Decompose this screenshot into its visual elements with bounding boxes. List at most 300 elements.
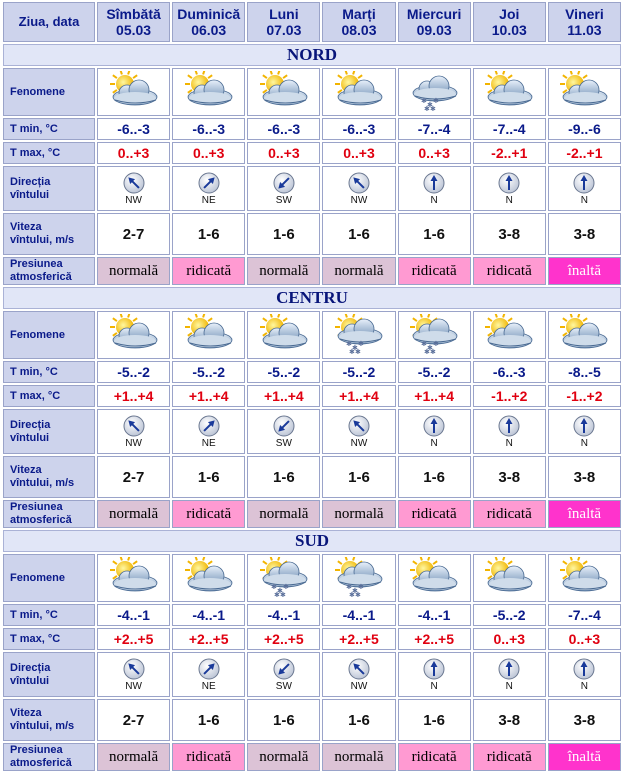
sun-cloud-icon bbox=[399, 557, 470, 599]
wind-direction-text: SW bbox=[275, 437, 292, 449]
svg-text:✱: ✱ bbox=[345, 340, 352, 348]
row-label bbox=[3, 361, 95, 383]
row-label-text: T max, °C bbox=[10, 389, 61, 402]
compass-icon bbox=[98, 658, 169, 680]
wind-direction-text: NW bbox=[350, 680, 368, 692]
wind-direction-cell bbox=[398, 652, 471, 697]
svg-text:✱: ✱ bbox=[282, 583, 289, 591]
svg-text:✱: ✱ bbox=[354, 348, 361, 356]
wind-direction-cell bbox=[398, 409, 471, 454]
sun-cloud-icon bbox=[549, 314, 620, 356]
pressure-cell: înaltă bbox=[548, 257, 621, 285]
sun-cloud-icon bbox=[98, 71, 169, 113]
tmax-cell: -2..+1 bbox=[548, 142, 621, 164]
row-label bbox=[3, 500, 95, 528]
day-name: Duminică bbox=[177, 6, 241, 22]
svg-text:✱: ✱ bbox=[427, 101, 433, 109]
compass-icon bbox=[173, 172, 244, 194]
wind-speed-cell: 1-6 bbox=[172, 213, 245, 255]
tmin-row bbox=[3, 604, 621, 626]
phenomena-cell bbox=[97, 311, 170, 359]
wind-direction-row bbox=[3, 166, 621, 211]
tmin-cell: -7..-4 bbox=[548, 604, 621, 626]
row-label-text: T max, °C bbox=[10, 146, 61, 159]
compass-icon bbox=[173, 658, 244, 680]
compass-icon bbox=[248, 658, 319, 680]
compass-icon bbox=[323, 658, 394, 680]
row-label-text: Direcția bbox=[10, 418, 51, 431]
pressure-cell: ridicată bbox=[473, 257, 546, 285]
row-label-text: vîntului, m/s bbox=[10, 477, 75, 489]
row-label-text: Viteza bbox=[10, 464, 42, 476]
phenomena-cell bbox=[322, 554, 395, 602]
compass-icon bbox=[549, 415, 620, 437]
tmax-cell: +1..+4 bbox=[322, 385, 395, 407]
tmin-cell: -4..-1 bbox=[398, 604, 471, 626]
region-title-row bbox=[3, 530, 621, 552]
wind-direction-text: SW bbox=[275, 194, 292, 206]
wind-direction-cell bbox=[398, 166, 471, 211]
wind-direction-text: N bbox=[580, 680, 589, 692]
tmax-cell: -2..+1 bbox=[473, 142, 546, 164]
row-label bbox=[3, 385, 95, 407]
tmin-cell: -6..-3 bbox=[172, 118, 245, 140]
tmax-cell: 0..+3 bbox=[247, 142, 320, 164]
sun-cloud-icon bbox=[248, 314, 319, 356]
wind-speed-cell: 1-6 bbox=[172, 699, 245, 741]
row-label-text: Viteza bbox=[10, 707, 42, 719]
wind-speed-cell: 1-6 bbox=[247, 213, 320, 255]
svg-text:✱: ✱ bbox=[430, 348, 436, 356]
phenomena-cell bbox=[548, 68, 621, 116]
compass-icon bbox=[248, 415, 319, 437]
day-date: 06.03 bbox=[191, 22, 227, 38]
day-date: 09.03 bbox=[416, 22, 452, 38]
header-row bbox=[3, 2, 621, 42]
svg-text:✱: ✱ bbox=[348, 591, 355, 599]
tmin-row bbox=[3, 118, 621, 140]
phenomena-cell bbox=[172, 311, 245, 359]
tmin-cell: -5..-2 bbox=[322, 361, 395, 383]
tmax-cell: -1..+2 bbox=[473, 385, 546, 407]
svg-text:✱: ✱ bbox=[276, 587, 283, 595]
row-label-text: Fenomene bbox=[10, 328, 66, 341]
phenomena-row bbox=[3, 68, 621, 116]
compass-icon bbox=[474, 415, 545, 437]
wind-direction-text: NW bbox=[350, 194, 368, 206]
wind-speed-cell: 1-6 bbox=[322, 213, 395, 255]
wind-direction-text: NW bbox=[125, 194, 142, 206]
day-name: Vineri bbox=[565, 6, 604, 22]
day-date: 05.03 bbox=[116, 22, 152, 38]
row-label-text: T max, °C bbox=[10, 632, 61, 645]
tmin-cell: -7..-4 bbox=[398, 118, 471, 140]
day-header bbox=[548, 2, 621, 42]
day-header bbox=[247, 2, 320, 42]
tmin-cell: -4..-1 bbox=[247, 604, 320, 626]
wind-speed-cell: 3-8 bbox=[548, 213, 621, 255]
pressure-cell: ridicată bbox=[473, 500, 546, 528]
wind-direction-cell bbox=[172, 652, 245, 697]
tmax-cell: 0..+3 bbox=[398, 142, 471, 164]
tmax-cell: +1..+4 bbox=[97, 385, 170, 407]
wind-speed-cell: 1-6 bbox=[398, 699, 471, 741]
compass-icon bbox=[399, 415, 470, 437]
tmax-row bbox=[3, 628, 621, 650]
wind-direction-cell bbox=[473, 166, 546, 211]
tmin-cell: -5..-2 bbox=[172, 361, 245, 383]
pressure-cell: înaltă bbox=[548, 500, 621, 528]
day-name: Miercuri bbox=[406, 6, 462, 22]
tmin-cell: -4..-1 bbox=[322, 604, 395, 626]
phenomena-cell bbox=[548, 554, 621, 602]
wind-speed-cell: 1-6 bbox=[322, 699, 395, 741]
wind-speed-cell: 2-7 bbox=[97, 456, 170, 498]
pressure-cell: normală bbox=[97, 500, 170, 528]
row-label bbox=[3, 166, 95, 211]
phenomena-cell bbox=[398, 311, 471, 359]
pressure-cell: normală bbox=[97, 257, 170, 285]
wind-direction-text: NW bbox=[125, 680, 142, 692]
tmax-cell: +1..+4 bbox=[247, 385, 320, 407]
sun-cloud-icon bbox=[474, 71, 545, 113]
tmin-cell: -9..-6 bbox=[548, 118, 621, 140]
tmax-cell: +2..+5 bbox=[398, 628, 471, 650]
svg-text:✱: ✱ bbox=[357, 583, 364, 591]
sun-cloud-icon bbox=[474, 314, 545, 356]
compass-icon bbox=[98, 172, 169, 194]
tmin-row bbox=[3, 361, 621, 383]
row-label-text: vîntului, m/s bbox=[10, 720, 75, 732]
tmin-cell: -5..-2 bbox=[97, 361, 170, 383]
svg-text:✱: ✱ bbox=[427, 344, 433, 352]
region-title-row bbox=[3, 44, 621, 66]
pressure-row bbox=[3, 500, 621, 528]
tmax-cell: 0..+3 bbox=[172, 142, 245, 164]
phenomena-cell bbox=[97, 554, 170, 602]
sun-cloud-snow-icon bbox=[399, 314, 470, 356]
pressure-cell: normală bbox=[247, 257, 320, 285]
wind-direction-text: N bbox=[580, 194, 589, 206]
day-name: Luni bbox=[269, 6, 299, 22]
wind-direction-text: N bbox=[505, 680, 513, 692]
svg-text:✱: ✱ bbox=[273, 591, 280, 599]
pressure-cell: ridicată bbox=[172, 743, 245, 771]
wind-speed-cell: 1-6 bbox=[172, 456, 245, 498]
wind-direction-text: N bbox=[505, 194, 513, 206]
sun-cloud-icon bbox=[173, 557, 244, 599]
region-title: CENTRU bbox=[3, 287, 621, 309]
pressure-cell: normală bbox=[322, 743, 395, 771]
phenomena-cell bbox=[172, 68, 245, 116]
sun-cloud-icon bbox=[474, 557, 545, 599]
row-label bbox=[3, 213, 95, 255]
forecast-body bbox=[3, 2, 621, 771]
svg-text:✱: ✱ bbox=[421, 340, 427, 348]
wind-direction-cell bbox=[172, 166, 245, 211]
row-label-text: vîntului, m/s bbox=[10, 234, 75, 246]
row-label-text: Direcția bbox=[10, 175, 51, 188]
wind-direction-text: N bbox=[430, 194, 438, 206]
forecast-table bbox=[1, 0, 623, 773]
pressure-cell: ridicată bbox=[398, 500, 471, 528]
svg-text:✱: ✱ bbox=[348, 348, 355, 356]
wind-direction-cell bbox=[97, 166, 170, 211]
svg-text:✱: ✱ bbox=[351, 344, 358, 352]
row-label-text: Viteza bbox=[10, 221, 42, 233]
wind-speed-cell: 1-6 bbox=[398, 213, 471, 255]
row-label bbox=[3, 311, 95, 359]
sun-cloud-snow-icon bbox=[248, 557, 319, 599]
row-label-text: Fenomene bbox=[10, 571, 66, 584]
wind-direction-cell bbox=[322, 409, 395, 454]
sun-cloud-icon bbox=[173, 71, 244, 113]
tmax-cell: -1..+2 bbox=[548, 385, 621, 407]
day-date: 10.03 bbox=[491, 22, 527, 38]
sun-cloud-icon bbox=[248, 71, 319, 113]
tmax-cell: 0..+3 bbox=[473, 628, 546, 650]
compass-icon bbox=[474, 172, 545, 194]
row-label bbox=[3, 652, 95, 697]
day-name: Sîmbătă bbox=[106, 6, 161, 22]
row-label-text: atmosferică bbox=[10, 271, 72, 283]
compass-icon bbox=[248, 172, 319, 194]
wind-direction-cell bbox=[97, 409, 170, 454]
wind-direction-cell bbox=[97, 652, 170, 697]
day-header bbox=[473, 2, 546, 42]
svg-text:✱: ✱ bbox=[424, 105, 430, 113]
tmax-cell: +2..+5 bbox=[247, 628, 320, 650]
wind-speed-cell: 1-6 bbox=[247, 699, 320, 741]
phenomena-row bbox=[3, 554, 621, 602]
wind-speed-cell: 1-6 bbox=[247, 456, 320, 498]
svg-text:✱: ✱ bbox=[433, 97, 439, 105]
tmax-cell: +2..+5 bbox=[97, 628, 170, 650]
row-label bbox=[3, 68, 95, 116]
sun-cloud-snow-icon bbox=[323, 314, 394, 356]
wind-direction-cell bbox=[548, 652, 621, 697]
wind-direction-cell bbox=[473, 409, 546, 454]
pressure-cell: normală bbox=[97, 743, 170, 771]
day-date: 11.03 bbox=[567, 22, 602, 38]
wind-speed-row bbox=[3, 456, 621, 498]
phenomena-cell bbox=[247, 68, 320, 116]
wind-speed-cell: 1-6 bbox=[322, 456, 395, 498]
compass-icon bbox=[323, 172, 394, 194]
row-label-text: vîntului bbox=[10, 674, 50, 687]
sun-cloud-snow-icon bbox=[323, 557, 394, 599]
compass-icon bbox=[98, 415, 169, 437]
row-label-text: Presiunea bbox=[10, 744, 63, 756]
row-label-text: atmosferică bbox=[10, 757, 72, 769]
pressure-cell: ridicată bbox=[398, 257, 471, 285]
svg-text:✱: ✱ bbox=[354, 591, 361, 599]
compass-icon bbox=[549, 658, 620, 680]
row-label-text: vîntului bbox=[10, 431, 50, 444]
wind-speed-cell: 3-8 bbox=[473, 213, 546, 255]
pressure-cell: înaltă bbox=[548, 743, 621, 771]
wind-speed-row bbox=[3, 213, 621, 255]
pressure-cell: normală bbox=[247, 743, 320, 771]
tmax-row bbox=[3, 142, 621, 164]
row-label bbox=[3, 257, 95, 285]
svg-text:✱: ✱ bbox=[270, 583, 277, 591]
region-title-row bbox=[3, 287, 621, 309]
phenomena-cell bbox=[322, 311, 395, 359]
row-label-text: atmosferică bbox=[10, 514, 72, 526]
pressure-cell: ridicată bbox=[398, 743, 471, 771]
wind-direction-cell bbox=[247, 166, 320, 211]
row-label bbox=[3, 118, 95, 140]
phenomena-cell bbox=[398, 68, 471, 116]
wind-speed-row bbox=[3, 699, 621, 741]
compass-icon bbox=[474, 658, 545, 680]
pressure-cell: ridicată bbox=[172, 500, 245, 528]
wind-direction-text: N bbox=[430, 437, 438, 449]
wind-direction-text: NE bbox=[201, 680, 216, 692]
wind-direction-cell bbox=[473, 652, 546, 697]
row-label bbox=[3, 628, 95, 650]
compass-icon bbox=[173, 415, 244, 437]
row-label bbox=[3, 743, 95, 771]
wind-direction-text: NE bbox=[201, 437, 216, 449]
compass-icon bbox=[549, 172, 620, 194]
tmax-cell: 0..+3 bbox=[97, 142, 170, 164]
tmin-cell: -6..-3 bbox=[97, 118, 170, 140]
tmin-cell: -6..-3 bbox=[247, 118, 320, 140]
svg-text:✱: ✱ bbox=[424, 348, 430, 356]
tmax-cell: +1..+4 bbox=[172, 385, 245, 407]
header-corner: Ziua, data bbox=[3, 2, 95, 42]
wind-direction-row bbox=[3, 652, 621, 697]
tmin-cell: -5..-2 bbox=[398, 361, 471, 383]
sun-cloud-icon bbox=[323, 71, 394, 113]
tmin-cell: -8..-5 bbox=[548, 361, 621, 383]
region-title: NORD bbox=[3, 44, 621, 66]
row-label bbox=[3, 604, 95, 626]
sun-cloud-icon bbox=[98, 314, 169, 356]
sun-cloud-icon bbox=[98, 557, 169, 599]
wind-direction-cell bbox=[247, 409, 320, 454]
cloud-snow-icon bbox=[399, 71, 470, 113]
row-label-text: Direcția bbox=[10, 661, 51, 674]
tmin-cell: -4..-1 bbox=[97, 604, 170, 626]
wind-direction-text: NE bbox=[201, 194, 216, 206]
row-label-text: vîntului bbox=[10, 188, 50, 201]
wind-direction-row bbox=[3, 409, 621, 454]
compass-icon bbox=[399, 658, 470, 680]
phenomena-cell bbox=[398, 554, 471, 602]
tmin-cell: -7..-4 bbox=[473, 118, 546, 140]
svg-text:✱: ✱ bbox=[430, 105, 436, 113]
compass-icon bbox=[323, 415, 394, 437]
phenomena-cell bbox=[97, 68, 170, 116]
phenomena-cell bbox=[247, 311, 320, 359]
wind-speed-cell: 3-8 bbox=[473, 699, 546, 741]
day-name: Joi bbox=[499, 6, 520, 22]
tmin-cell: -6..-3 bbox=[473, 361, 546, 383]
svg-text:✱: ✱ bbox=[279, 591, 286, 599]
tmin-cell: -6..-3 bbox=[322, 118, 395, 140]
row-label-text: Presiunea bbox=[10, 501, 63, 513]
wind-direction-text: N bbox=[430, 680, 438, 692]
day-header bbox=[172, 2, 245, 42]
wind-direction-cell bbox=[172, 409, 245, 454]
tmin-cell: -5..-2 bbox=[247, 361, 320, 383]
row-label bbox=[3, 409, 95, 454]
wind-direction-cell bbox=[247, 652, 320, 697]
wind-direction-cell bbox=[548, 166, 621, 211]
phenomena-cell bbox=[322, 68, 395, 116]
day-date: 07.03 bbox=[266, 22, 302, 38]
row-label-text: T min, °C bbox=[10, 608, 58, 621]
tmin-cell: -5..-2 bbox=[473, 604, 546, 626]
day-name: Marți bbox=[342, 6, 376, 22]
phenomena-row bbox=[3, 311, 621, 359]
phenomena-cell bbox=[548, 311, 621, 359]
wind-direction-cell bbox=[322, 166, 395, 211]
tmin-cell: -4..-1 bbox=[172, 604, 245, 626]
row-label-text: T min, °C bbox=[10, 122, 58, 135]
sun-cloud-icon bbox=[549, 557, 620, 599]
wind-direction-text: N bbox=[580, 437, 589, 449]
row-label-text: Presiunea bbox=[10, 258, 63, 270]
row-label-text: Fenomene bbox=[10, 85, 66, 98]
wind-direction-text: NW bbox=[125, 437, 142, 449]
phenomena-cell bbox=[473, 554, 546, 602]
row-label-text: T min, °C bbox=[10, 365, 58, 378]
pressure-cell: ridicată bbox=[473, 743, 546, 771]
svg-text:✱: ✱ bbox=[351, 587, 358, 595]
pressure-row bbox=[3, 257, 621, 285]
tmax-cell: +2..+5 bbox=[172, 628, 245, 650]
wind-speed-cell: 2-7 bbox=[97, 213, 170, 255]
wind-direction-text: NW bbox=[350, 437, 368, 449]
phenomena-cell bbox=[172, 554, 245, 602]
day-date: 08.03 bbox=[341, 22, 377, 38]
tmax-cell: 0..+3 bbox=[322, 142, 395, 164]
wind-speed-cell: 1-6 bbox=[398, 456, 471, 498]
wind-direction-cell bbox=[322, 652, 395, 697]
wind-speed-cell: 3-8 bbox=[548, 699, 621, 741]
day-header bbox=[97, 2, 170, 42]
wind-speed-cell: 2-7 bbox=[97, 699, 170, 741]
day-header bbox=[398, 2, 471, 42]
phenomena-cell bbox=[473, 311, 546, 359]
row-label bbox=[3, 456, 95, 498]
svg-text:✱: ✱ bbox=[433, 340, 439, 348]
tmax-row bbox=[3, 385, 621, 407]
phenomena-cell bbox=[473, 68, 546, 116]
svg-text:✱: ✱ bbox=[357, 340, 364, 348]
day-header bbox=[322, 2, 395, 42]
wind-direction-text: SW bbox=[275, 680, 292, 692]
phenomena-cell bbox=[247, 554, 320, 602]
tmax-cell: +1..+4 bbox=[398, 385, 471, 407]
compass-icon bbox=[399, 172, 470, 194]
row-label bbox=[3, 699, 95, 741]
wind-direction-text: N bbox=[505, 437, 513, 449]
wind-speed-cell: 3-8 bbox=[473, 456, 546, 498]
pressure-cell: ridicată bbox=[172, 257, 245, 285]
svg-text:✱: ✱ bbox=[421, 97, 427, 105]
pressure-row bbox=[3, 743, 621, 771]
pressure-cell: normală bbox=[247, 500, 320, 528]
wind-direction-cell bbox=[548, 409, 621, 454]
pressure-cell: normală bbox=[322, 257, 395, 285]
wind-speed-cell: 3-8 bbox=[548, 456, 621, 498]
tmax-cell: 0..+3 bbox=[548, 628, 621, 650]
